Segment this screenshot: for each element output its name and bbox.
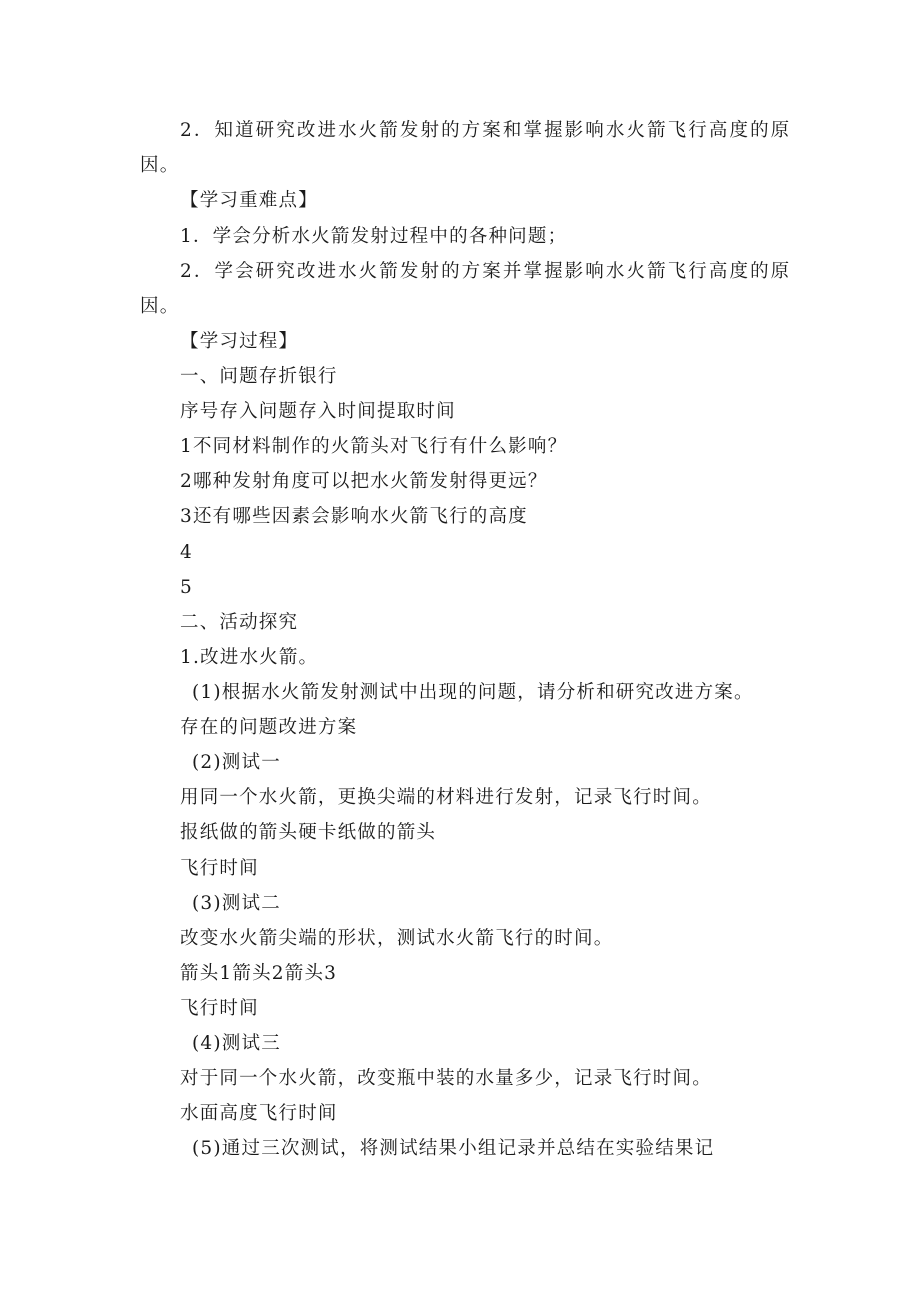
- test-2-instruction: 改变水火箭尖端的形状，测试水火箭飞行的时间。: [180, 928, 614, 949]
- section-1-title: 一、问题存折银行: [180, 366, 338, 387]
- test-1-instruction: 用同一个水火箭，更换尖端的材料进行发射，记录飞行时间。: [180, 787, 712, 808]
- test-1-title: (2)测试一: [192, 752, 281, 773]
- test-3-instruction: 对于同一个水火箭，改变瓶中装的水量多少，记录飞行时间。: [180, 1068, 712, 1089]
- question-bank-header: 序号存入问题存入时间提取时间: [180, 401, 456, 422]
- question-5: 5: [180, 577, 193, 598]
- test-3-title: (4)测试三: [192, 1033, 281, 1054]
- test-1-table-row: 飞行时间: [180, 858, 259, 879]
- heading-key-points: 【学习重难点】: [180, 190, 318, 211]
- section-2-title: 二、活动探究: [180, 612, 299, 633]
- objective-2-line-2: 因。: [140, 155, 180, 176]
- test-1-table-header: 报纸做的箭头硬卡纸做的箭头: [180, 822, 437, 843]
- question-4: 4: [180, 542, 193, 563]
- heading-learning-process: 【学习过程】: [180, 331, 299, 352]
- key-point-2-line-2: 因。: [140, 296, 180, 317]
- step-1-table-header: 存在的问题改进方案: [180, 717, 358, 738]
- activity-1-title: 1.改进水火箭。: [180, 647, 319, 668]
- question-2: 2哪种发射角度可以把水火箭发射得更远？: [180, 471, 548, 492]
- key-point-1: 1．学会分析水火箭发射过程中的各种问题；: [180, 226, 568, 247]
- question-3: 3还有哪些因素会影响水火箭飞行的高度: [180, 506, 528, 527]
- test-3-table-header: 水面高度飞行时间: [180, 1103, 338, 1124]
- test-2-table-row: 飞行时间: [180, 998, 259, 1019]
- question-1: 1不同材料制作的火箭头对飞行有什么影响？: [180, 436, 568, 457]
- test-2-table-header: 箭头1箭头2箭头3: [180, 963, 338, 984]
- step-5-instruction: (5)通过三次测试，将测试结果小组记录并总结在实验结果记: [192, 1138, 715, 1159]
- step-1-instruction: (1)根据水火箭发射测试中出现的问题，请分析和研究改进方案。: [192, 682, 754, 703]
- key-point-2-line-1: 2．学会研究改进水火箭发射的方案并掌握影响水火箭飞行高度的原: [180, 261, 792, 282]
- objective-2-line-1: 2．知道研究改进水火箭发射的方案和掌握影响水火箭飞行高度的原: [180, 120, 792, 141]
- test-2-title: (3)测试二: [192, 893, 281, 914]
